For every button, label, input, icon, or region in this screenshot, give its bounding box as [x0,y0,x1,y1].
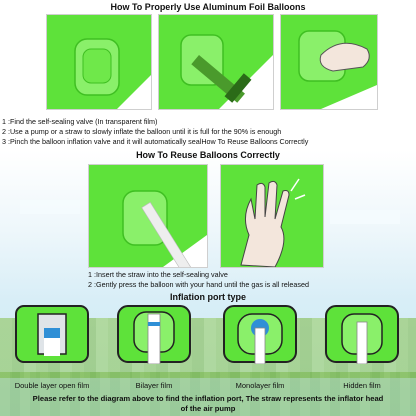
port-double-layer-open-film [14,304,90,364]
port-hidden-film [324,304,400,364]
footer-note [6,394,410,414]
footer-line-2: of the air pump [180,404,236,413]
step-image-find-valve [46,14,152,110]
port-label-monolayer: Monolayer film [235,381,285,390]
pixel-cloud [20,200,80,214]
port-label-double-layer: Double layer open film [14,381,90,390]
port-label-bilayer: Bilayer film [135,381,173,390]
section-title-port-type: Inflation port type [170,292,246,302]
section-title-reuse: How To Reuse Balloons Correctly [136,150,280,160]
reuse-image-press-balloon [220,164,324,268]
reuse-step-1: 1 :Insert the straw into the self-sealing valve [88,270,228,279]
section-title-use: How To Properly Use Aluminum Foil Balloons [110,2,306,12]
pixel-cloud [330,210,400,224]
use-step-2: 2 :Use a pump or a straw to slowly inflate the balloon until it is full for the 90% is enough [2,127,282,136]
step-image-pinch-seal [280,14,378,110]
port-label-hidden: Hidden film [343,381,381,390]
use-step-3: 3 :Pinch the balloon inflation valve and it will automatically sealHow To Reuse Balloons Correctly [2,137,309,146]
reuse-image-insert-straw [88,164,208,268]
port-bilayer-film [116,304,192,364]
footer-line-1: Please refer to the diagram above to find the inflation port, The straw represents the inflator head [32,394,384,403]
port-monolayer-film [222,304,298,364]
reuse-step-2: 2 :Gently press the balloon with your hand until the gas is all released [88,280,309,289]
use-step-1: 1 :Find the self-sealing valve (In transparent film) [2,117,158,126]
step-image-inflate [158,14,274,110]
